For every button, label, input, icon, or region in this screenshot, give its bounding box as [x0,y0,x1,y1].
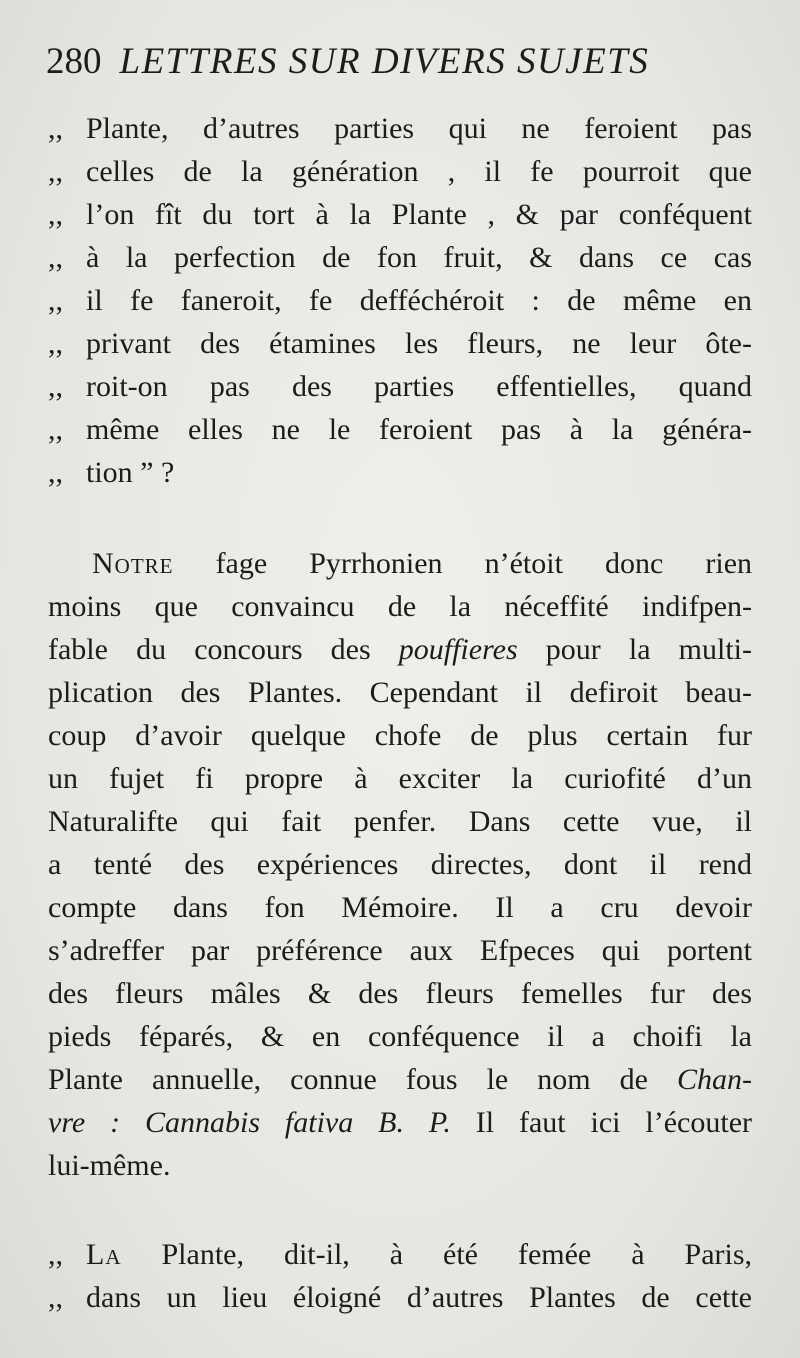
page-number: 280 [46,41,102,82]
text-line: ,, il fe faneroit, fe defféchéroit : de même en [48,279,752,322]
text-line: Naturalifte qui fait penfer. Dans cette vue, il [48,805,752,838]
quote-mark: ,, [48,284,63,317]
text-line: ,, dans un lieu éloigné d’autres Plantes de cette [48,1276,752,1319]
italic-term: vre : [48,1106,121,1139]
text-line: ,, Plante, d’autres parties qui ne feroient pas [48,107,752,150]
quote-mark: ,, [48,413,63,446]
text-line: ,, privant des étamines les fleurs, ne leur ôte- [48,322,752,365]
text-line: des fleurs mâles & des fleurs femelles fur des [48,977,752,1010]
text-line: ,, même elles ne le feroient pas à la généra- [48,408,752,451]
text-line: pieds féparés, & en conféquence il a choifi la [48,1020,752,1053]
running-header [46,40,766,96]
text-line: ,, l’on fît du tort à la Plante , & par conféquent [48,193,752,236]
text-line: fable du concours des pouffieres pour la multi- [48,633,753,666]
quote-mark: ,, [48,155,63,188]
text-line: ,, La Plante, dit-il, à été femée à Paris, [48,1233,752,1276]
text-line: a tenté des expériences directes, dont il rend [48,848,752,881]
text-line: s’adreffer par préférence aux Efpeces qui portent [48,934,752,967]
text-line: ,, à la perfection de fon fruit, & dans ce cas [48,236,752,279]
paragraph-opening-word: La [86,1238,122,1271]
paragraph-first-line: Notre fage Pyrrhonien n’étoit donc rien [92,547,753,580]
quote-mark: ,, [48,370,63,403]
quote-mark: ,, [48,198,63,231]
text-line: compte dans fon Mémoire. Il a cru devoir [48,891,752,924]
italic-species-name: Cannabis fativa B. P. [145,1106,451,1139]
text-line: ,, celles de la génération , il fe pourroit que [48,150,752,193]
text-line: Plante annuelle, connue fous le nom de Chan- [48,1063,752,1096]
text-line: lui-même. [48,1149,171,1182]
text-line: ,, roit-on pas des parties effentielles, quand [48,365,752,408]
running-title: LETTRES SUR DIVERS SUJETS [119,41,650,82]
text-line: coup d’avoir quelque chofe de plus certain fur [48,719,752,752]
text-line: plication des Plantes. Cependant il defiroit beau- [48,676,752,709]
quote-mark: ,, [48,456,63,489]
text-line: vre : Cannabis fativa B. P. Il faut ici l’écouter [48,1106,753,1139]
text-line: ,, tion ” ? [48,451,752,494]
quote-mark: ,, [48,112,63,145]
italic-term: Chan- [677,1063,752,1096]
paragraph-opening-word: Notre [92,547,174,580]
italic-term: pouffieres [398,633,518,666]
text-line: un fujet fi propre à exciter la curiofité d’un [48,762,752,795]
quote-mark: ,, [48,241,63,274]
quote-mark: ,, [48,327,63,360]
quote-mark: ,, [48,1281,63,1314]
text-line: moins que convaincu de la néceffité indifpen- [48,590,752,623]
quote-mark: ,, [48,1238,63,1271]
